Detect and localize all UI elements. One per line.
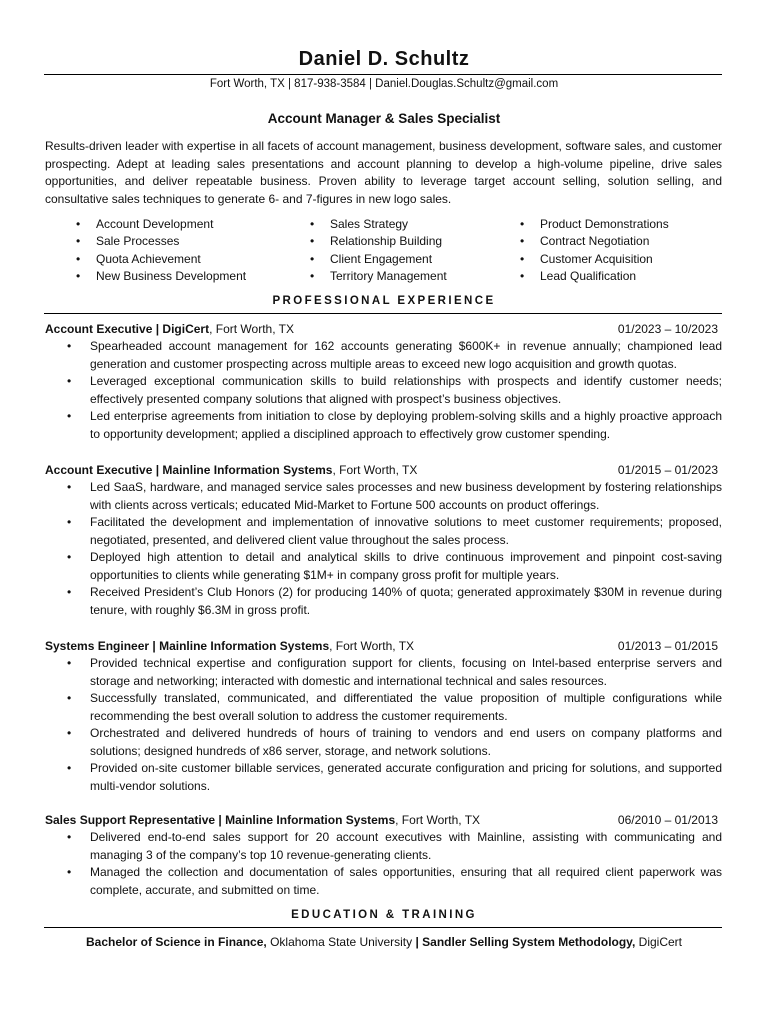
job-bullet: • Leveraged exceptional communication skills to build relationships with prospects and identify customer needs; effectively presented company solutions that aligned with prospect’s business objectives. xyxy=(45,373,722,408)
summary-paragraph: Results-driven leader with expertise in all facets of account management, business development, software sales, and customer prospecting. Adept at leading sales presentations and account planning to develop a high-volume pipeline, drive sales opportunities, and deliver repeatable business. Proven ability to leverage target account selling, solution selling, and consultative sales techniques to generate 6- and 7-figures in new logo sales. xyxy=(45,139,722,206)
candidate-name: Daniel D. Schultz xyxy=(298,48,470,70)
job-dates: 01/2013 – 01/2015 xyxy=(617,639,718,653)
job-bullet: • Received President’s Club Honors (2) for producing 140% of quota; generated approximately $30M in revenue during tenure, with roughly $6.3M in gross profit. xyxy=(45,584,722,619)
skill-item: • Customer Acquisition xyxy=(518,251,669,268)
job-dates: 01/2023 – 10/2023 xyxy=(617,322,718,336)
title-separator: | xyxy=(152,322,163,336)
skills-column-3 xyxy=(518,216,669,286)
job-bullet: • Managed the collection and documentation of sales opportunities, ensuring that all required client paperwork was complete, accurate, and submitted on time. xyxy=(45,864,722,899)
job-location: , Fort Worth, TX xyxy=(329,639,415,653)
job-dates: 01/2015 – 01/2023 xyxy=(617,463,718,477)
job-bullet: • Led enterprise agreements from initiation to close by deploying problem-solving skills and a highly proactive approach to opportunity development; applied a disciplined approach to effectively grow customer spending. xyxy=(45,408,722,443)
education-line xyxy=(0,935,768,949)
job-title: Account Executive xyxy=(45,463,153,477)
job-title: Account Executive xyxy=(45,322,153,336)
company-name: Mainline Information Systems xyxy=(225,813,396,827)
contact-line: Fort Worth, TX | 817-938-3584 | Daniel.Douglas.Schultz@gmail.com xyxy=(209,78,559,90)
professional-headline: Account Manager & Sales Specialist xyxy=(267,111,501,126)
skill-item: • Client Engagement xyxy=(308,251,447,268)
job-title: Systems Engineer xyxy=(45,639,150,653)
skills-column-2 xyxy=(308,216,447,286)
experience-heading: PROFESSIONAL EXPERIENCE xyxy=(272,295,496,307)
job-bullets xyxy=(45,655,722,795)
skill-item: • Sale Processes xyxy=(74,233,246,250)
company-name: Mainline Information Systems xyxy=(162,463,333,477)
degree: Bachelor of Science in Finance, xyxy=(86,935,267,949)
skill-item: • Product Demonstrations xyxy=(518,216,669,233)
job-bullet: • Provided technical expertise and configuration support for clients, focusing on Intel-based enterprise servers and storage and networking; interacted with domestic and international technical and sales resources. xyxy=(45,655,722,690)
training: Sandler Selling System Methodology, xyxy=(422,935,636,949)
company-name: Mainline Information Systems xyxy=(159,639,330,653)
job-bullet: • Orchestrated and delivered hundreds of hours of training to vendors and end users on company platforms and solutions; designed hundreds of x86 server, storage, and network solutions. xyxy=(45,725,722,760)
skill-item: • Contract Negotiation xyxy=(518,233,669,250)
title-separator: | xyxy=(152,463,163,477)
job-dates: 06/2010 – 01/2013 xyxy=(617,813,718,827)
job-title: Sales Support Representative xyxy=(45,813,216,827)
job-bullets xyxy=(45,829,722,899)
job-entry-mainline-ssr xyxy=(45,811,722,899)
job-bullet: • Led SaaS, hardware, and managed service sales processes and new business development by fostering relationships with clients across verticals; educated Mid-Market to Fortune 500 accounts on product offerings. xyxy=(45,479,722,514)
experience-divider xyxy=(44,313,722,314)
job-location: , Fort Worth, TX xyxy=(332,463,418,477)
job-location: , Fort Worth, TX xyxy=(209,322,294,336)
company-name: DigiCert xyxy=(162,322,210,336)
job-bullets xyxy=(45,338,722,443)
skill-item: • Territory Management xyxy=(308,268,447,285)
job-location: , Fort Worth, TX xyxy=(395,813,481,827)
skill-item: • Quota Achievement xyxy=(74,251,246,268)
header-divider xyxy=(44,74,722,75)
title-separator: | xyxy=(149,639,160,653)
job-entry-digicert xyxy=(45,320,722,443)
skill-item: • Relationship Building xyxy=(308,233,447,250)
school: Oklahoma State University xyxy=(266,935,413,949)
skill-item: • Lead Qualification xyxy=(518,268,669,285)
job-bullet: • Delivered end-to-end sales support for 20 account executives with Mainline, assisting with communicating and managing 3 of the company’s top 10 revenue-generating clients. xyxy=(45,829,722,864)
job-bullet: • Spearheaded account management for 162 accounts generating $600K+ in revenue annually; championed lead generation and customer prospecting across multiple areas to exceed new logo acquisition and growth quotas. xyxy=(45,338,722,373)
job-bullet: • Successfully translated, communicated, and differentiated the value proposition of multiple configurations while recommending the best overall solution to address the customer requirements. xyxy=(45,690,722,725)
job-bullet: • Facilitated the development and implementation of innovative solutions to meet customer requirements; proposed, negotiated, presented, and delivered client value throughout the sales process. xyxy=(45,514,722,549)
skills-column-1 xyxy=(74,216,246,286)
job-header xyxy=(45,461,722,479)
education-heading: EDUCATION & TRAINING xyxy=(291,909,477,921)
skill-item: • New Business Development xyxy=(74,268,246,285)
training-provider: DigiCert xyxy=(635,935,682,949)
skill-item: • Account Development xyxy=(74,216,246,233)
title-separator: | xyxy=(215,813,226,827)
education-separator: | xyxy=(412,935,423,949)
job-bullet: • Provided on-site customer billable services, generated accurate configuration and pricing for solutions, and supported multi-vendor solutions. xyxy=(45,760,722,795)
job-header xyxy=(45,637,722,655)
job-header xyxy=(45,811,722,829)
job-entry-mainline-ae xyxy=(45,461,722,619)
job-bullet: • Deployed high attention to detail and analytical skills to drive continuous improvement and pinpoint cost-saving opportunities to clients while generating $1M+ in company gross profit for multiple years. xyxy=(45,549,722,584)
education-divider xyxy=(44,927,722,928)
job-bullets xyxy=(45,479,722,619)
job-header xyxy=(45,320,722,338)
job-entry-mainline-se xyxy=(45,637,722,795)
skill-item: • Sales Strategy xyxy=(308,216,447,233)
